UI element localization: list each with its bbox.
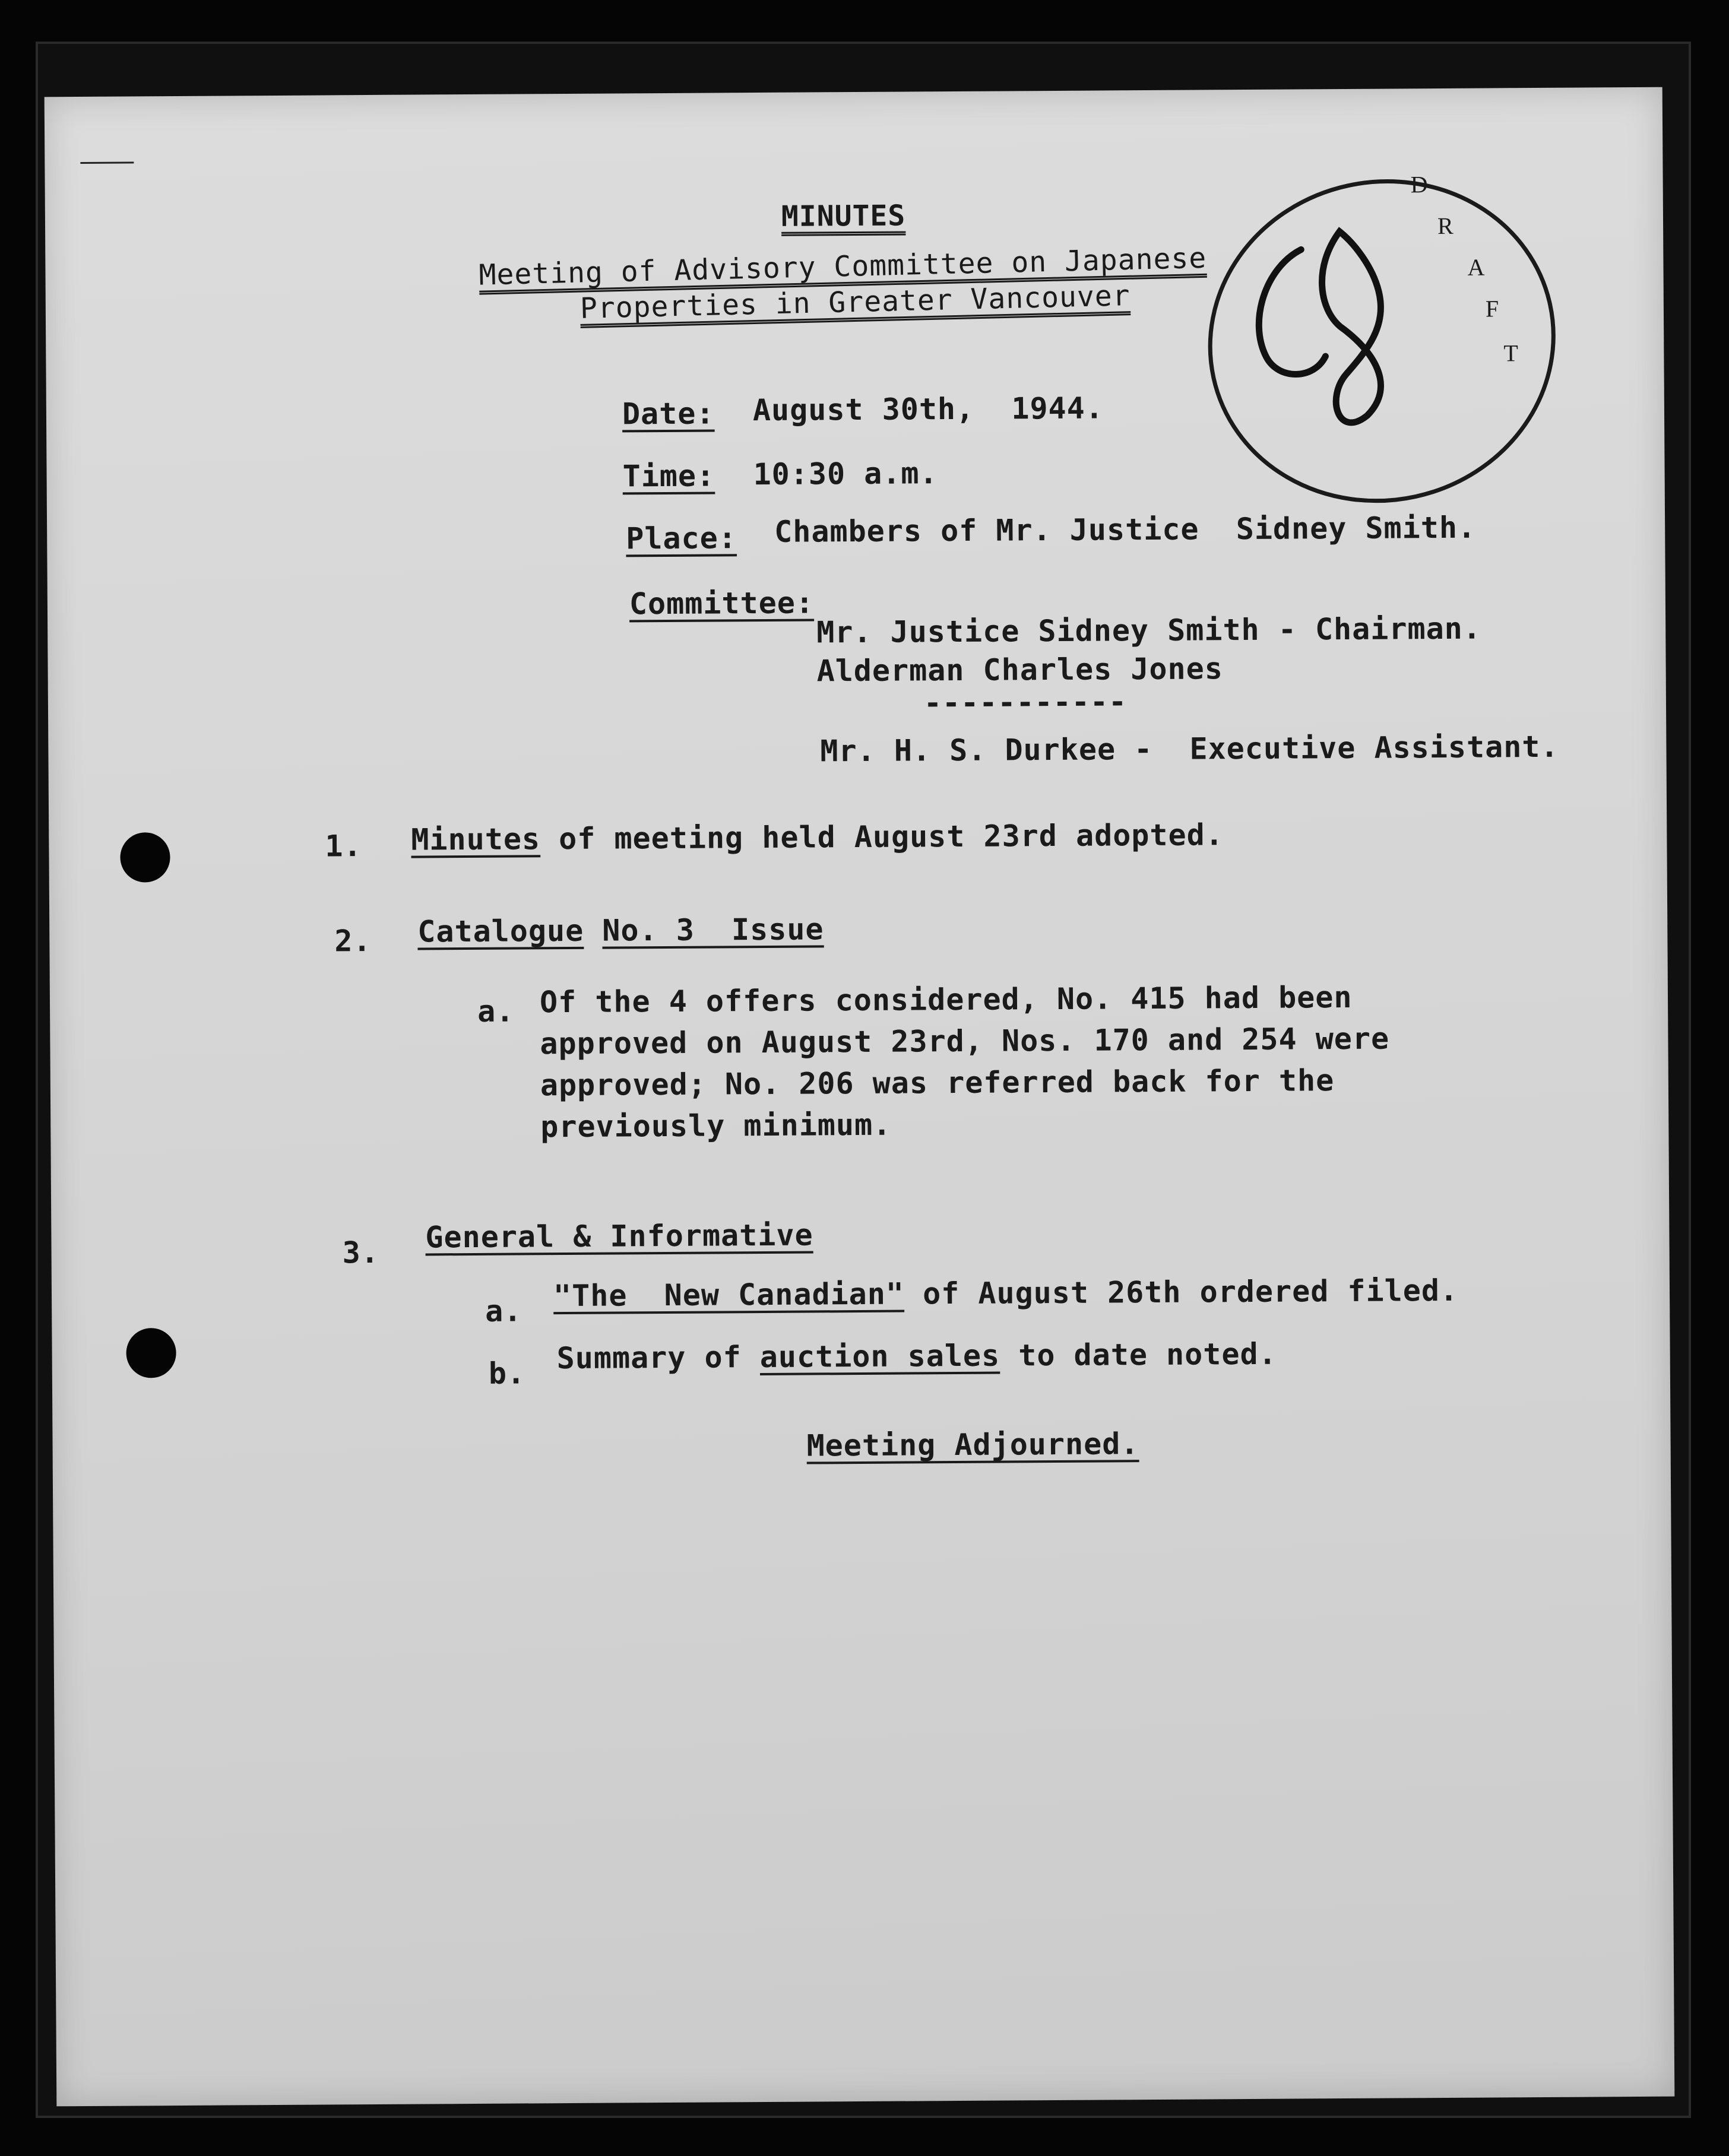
- item-2-heading-catalogue: Catalogue: [417, 913, 584, 949]
- meeting-adjourned: Meeting Adjourned.: [806, 1426, 1139, 1463]
- document-page: [45, 87, 1675, 2107]
- item-2a-line-2: approved on August 23rd, Nos. 170 and 254 were: [540, 1021, 1390, 1061]
- date-value: August 30th, 1944.: [752, 391, 1104, 428]
- stamp-letter-r: R: [1437, 212, 1454, 240]
- item-3a-letter: a.: [485, 1293, 522, 1329]
- item-2-heading: [417, 912, 824, 949]
- executive-assistant: Mr. H. S. Durkee - Executive Assistant.: [820, 729, 1559, 769]
- item-3a-text: [553, 1273, 1459, 1314]
- page-title: MINUTES: [781, 199, 906, 233]
- place-label: Place:: [626, 521, 737, 556]
- place-value: Chambers of Mr. Justice Sidney Smith.: [774, 510, 1477, 549]
- item-2a-letter: a.: [477, 994, 515, 1029]
- committee-label: Committee:: [629, 585, 815, 622]
- item-3b-text: [556, 1336, 1277, 1376]
- stamp-letter-a: A: [1467, 253, 1485, 281]
- item-3b-auction-sales: auction sales: [759, 1338, 1000, 1375]
- item-3-heading: General & Informative: [425, 1217, 813, 1255]
- item-2-number: 2.: [334, 924, 372, 959]
- item-3b-letter: b.: [488, 1356, 526, 1391]
- corner-mark: [80, 161, 134, 164]
- draft-stamp: [1176, 129, 1606, 523]
- item-3a-body: of August 26th ordered filed.: [904, 1273, 1459, 1311]
- committee-member-alderman: Alderman Charles Jones: [816, 651, 1224, 689]
- meeting-subtitle-line2: Properties in Greater Vancouver: [580, 279, 1131, 325]
- time-value: 10:30 a.m.: [753, 456, 938, 492]
- item-2a-line-3: approved; No. 206 was referred back for the: [540, 1063, 1335, 1103]
- committee-separator: -----------: [923, 684, 1128, 721]
- item-3a-publication: "The New Canadian": [553, 1276, 905, 1314]
- item-1-text: [411, 817, 1224, 857]
- item-3b-pre: Summary of: [556, 1340, 760, 1376]
- item-1-number: 1.: [325, 829, 362, 864]
- time-label: Time:: [622, 458, 715, 494]
- committee-member-chairman: Mr. Justice Sidney Smith - Chairman.: [816, 611, 1482, 650]
- date-label: Date:: [622, 396, 715, 432]
- meeting-subtitle-line1: Meeting of Advisory Committee on Japanese: [478, 241, 1207, 292]
- handwritten-number: [1258, 232, 1381, 423]
- stamp-letter-d: D: [1410, 171, 1428, 198]
- stamp-letter-f: F: [1485, 295, 1499, 322]
- item-3-number: 3.: [342, 1235, 379, 1270]
- item-2a-line-4: previously minimum.: [540, 1107, 892, 1144]
- punch-hole-upper: [120, 832, 170, 883]
- item-1-body: of meeting held August 23rd adopted.: [540, 817, 1224, 857]
- item-2-heading-issue: No. 3 Issue: [602, 912, 824, 948]
- item-2a-line-1: Of the 4 offers considered, No. 415 had been: [539, 979, 1353, 1020]
- item-3b-post: to date noted.: [999, 1336, 1277, 1373]
- item-1-heading: Minutes: [411, 822, 541, 857]
- stamp-letter-t: T: [1503, 340, 1518, 367]
- punch-hole-lower: [126, 1328, 176, 1378]
